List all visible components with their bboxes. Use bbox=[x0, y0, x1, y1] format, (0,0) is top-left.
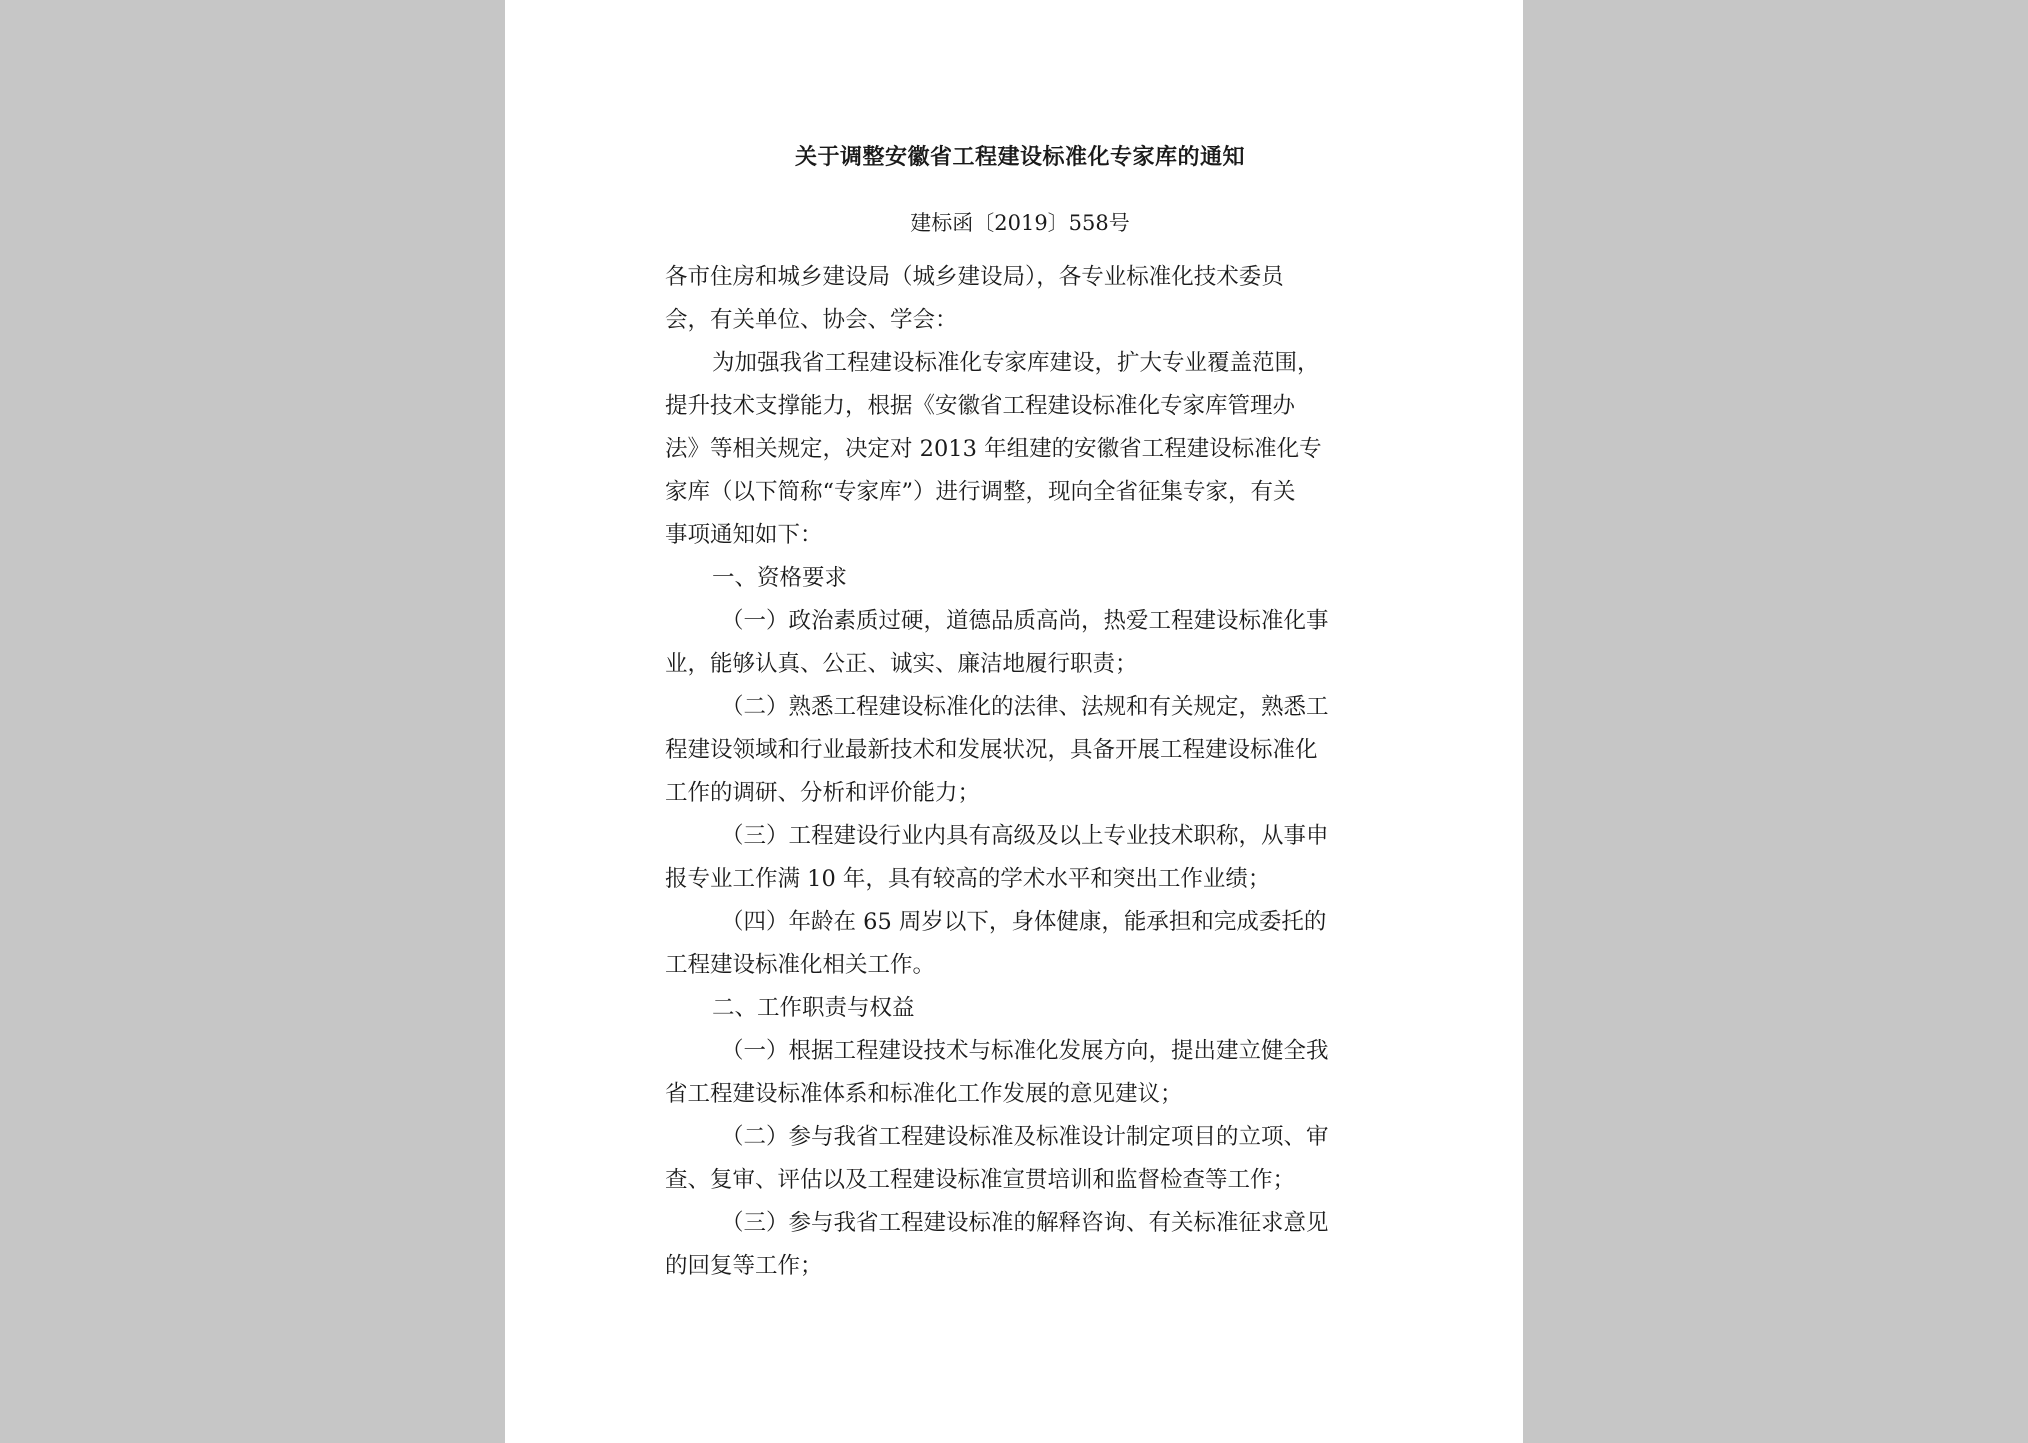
body-line: （二）熟悉工程建设标准化的法律、法规和有关规定，熟悉工 bbox=[721, 694, 1329, 720]
body-line: 会，有关单位、协会、学会： bbox=[665, 307, 958, 333]
body-line: （一）根据工程建设技术与标准化发展方向，提出建立健全我 bbox=[721, 1038, 1329, 1064]
body-line: 查、复审、评估以及工程建设标准宣贯培训和监督检查等工作； bbox=[665, 1167, 1296, 1193]
section-heading: 二、工作职责与权益 bbox=[712, 995, 915, 1021]
body-line: （三）参与我省工程建设标准的解释咨询、有关标准征求意见 bbox=[721, 1210, 1329, 1236]
body-line: 程建设领域和行业最新技术和发展状况，具备开展工程建设标准化 bbox=[665, 737, 1318, 763]
document-page bbox=[505, 0, 1523, 1443]
section-heading: 一、资格要求 bbox=[712, 565, 848, 591]
body-line: 法》等相关规定，决定对 2013 年组建的安徽省工程建设标准化专 bbox=[665, 436, 1322, 462]
body-line: （四）年龄在 65 周岁以下，身体健康，能承担和完成委托的 bbox=[721, 909, 1327, 935]
body-line: 省工程建设标准体系和标准化工作发展的意见建议； bbox=[665, 1081, 1183, 1107]
body-line: （三）工程建设行业内具有高级及以上专业技术职称，从事申 bbox=[721, 823, 1329, 849]
document-title: 关于调整安徽省工程建设标准化专家库的通知 bbox=[794, 144, 1245, 170]
body-line: （一）政治素质过硬，道德品质高尚，热爱工程建设标准化事 bbox=[721, 608, 1329, 634]
body-line: 各市住房和城乡建设局（城乡建设局），各专业标准化技术委员 bbox=[665, 264, 1284, 290]
body-line: （二）参与我省工程建设标准及标准设计制定项目的立项、审 bbox=[721, 1124, 1329, 1150]
body-line: 家库（以下简称“专家库”）进行调整，现向全省征集专家，有关 bbox=[665, 479, 1296, 505]
body-line: 为加强我省工程建设标准化专家库建设，扩大专业覆盖范围， bbox=[712, 350, 1320, 376]
body-line: 工程建设标准化相关工作。 bbox=[665, 952, 936, 978]
body-line: 事项通知如下： bbox=[665, 522, 823, 548]
body-line: 业，能够认真、公正、诚实、廉洁地履行职责； bbox=[665, 651, 1138, 677]
body-line: 提升技术支撑能力，根据《安徽省工程建设标准化专家库管理办 bbox=[665, 393, 1296, 419]
body-line: 工作的调研、分析和评价能力； bbox=[665, 780, 981, 806]
body-line: 报专业工作满 10 年，具有较高的学术水平和突出工作业绩； bbox=[665, 866, 1271, 892]
document-number: 建标函〔2019〕558号 bbox=[910, 211, 1130, 235]
body-line: 的回复等工作； bbox=[665, 1253, 823, 1279]
